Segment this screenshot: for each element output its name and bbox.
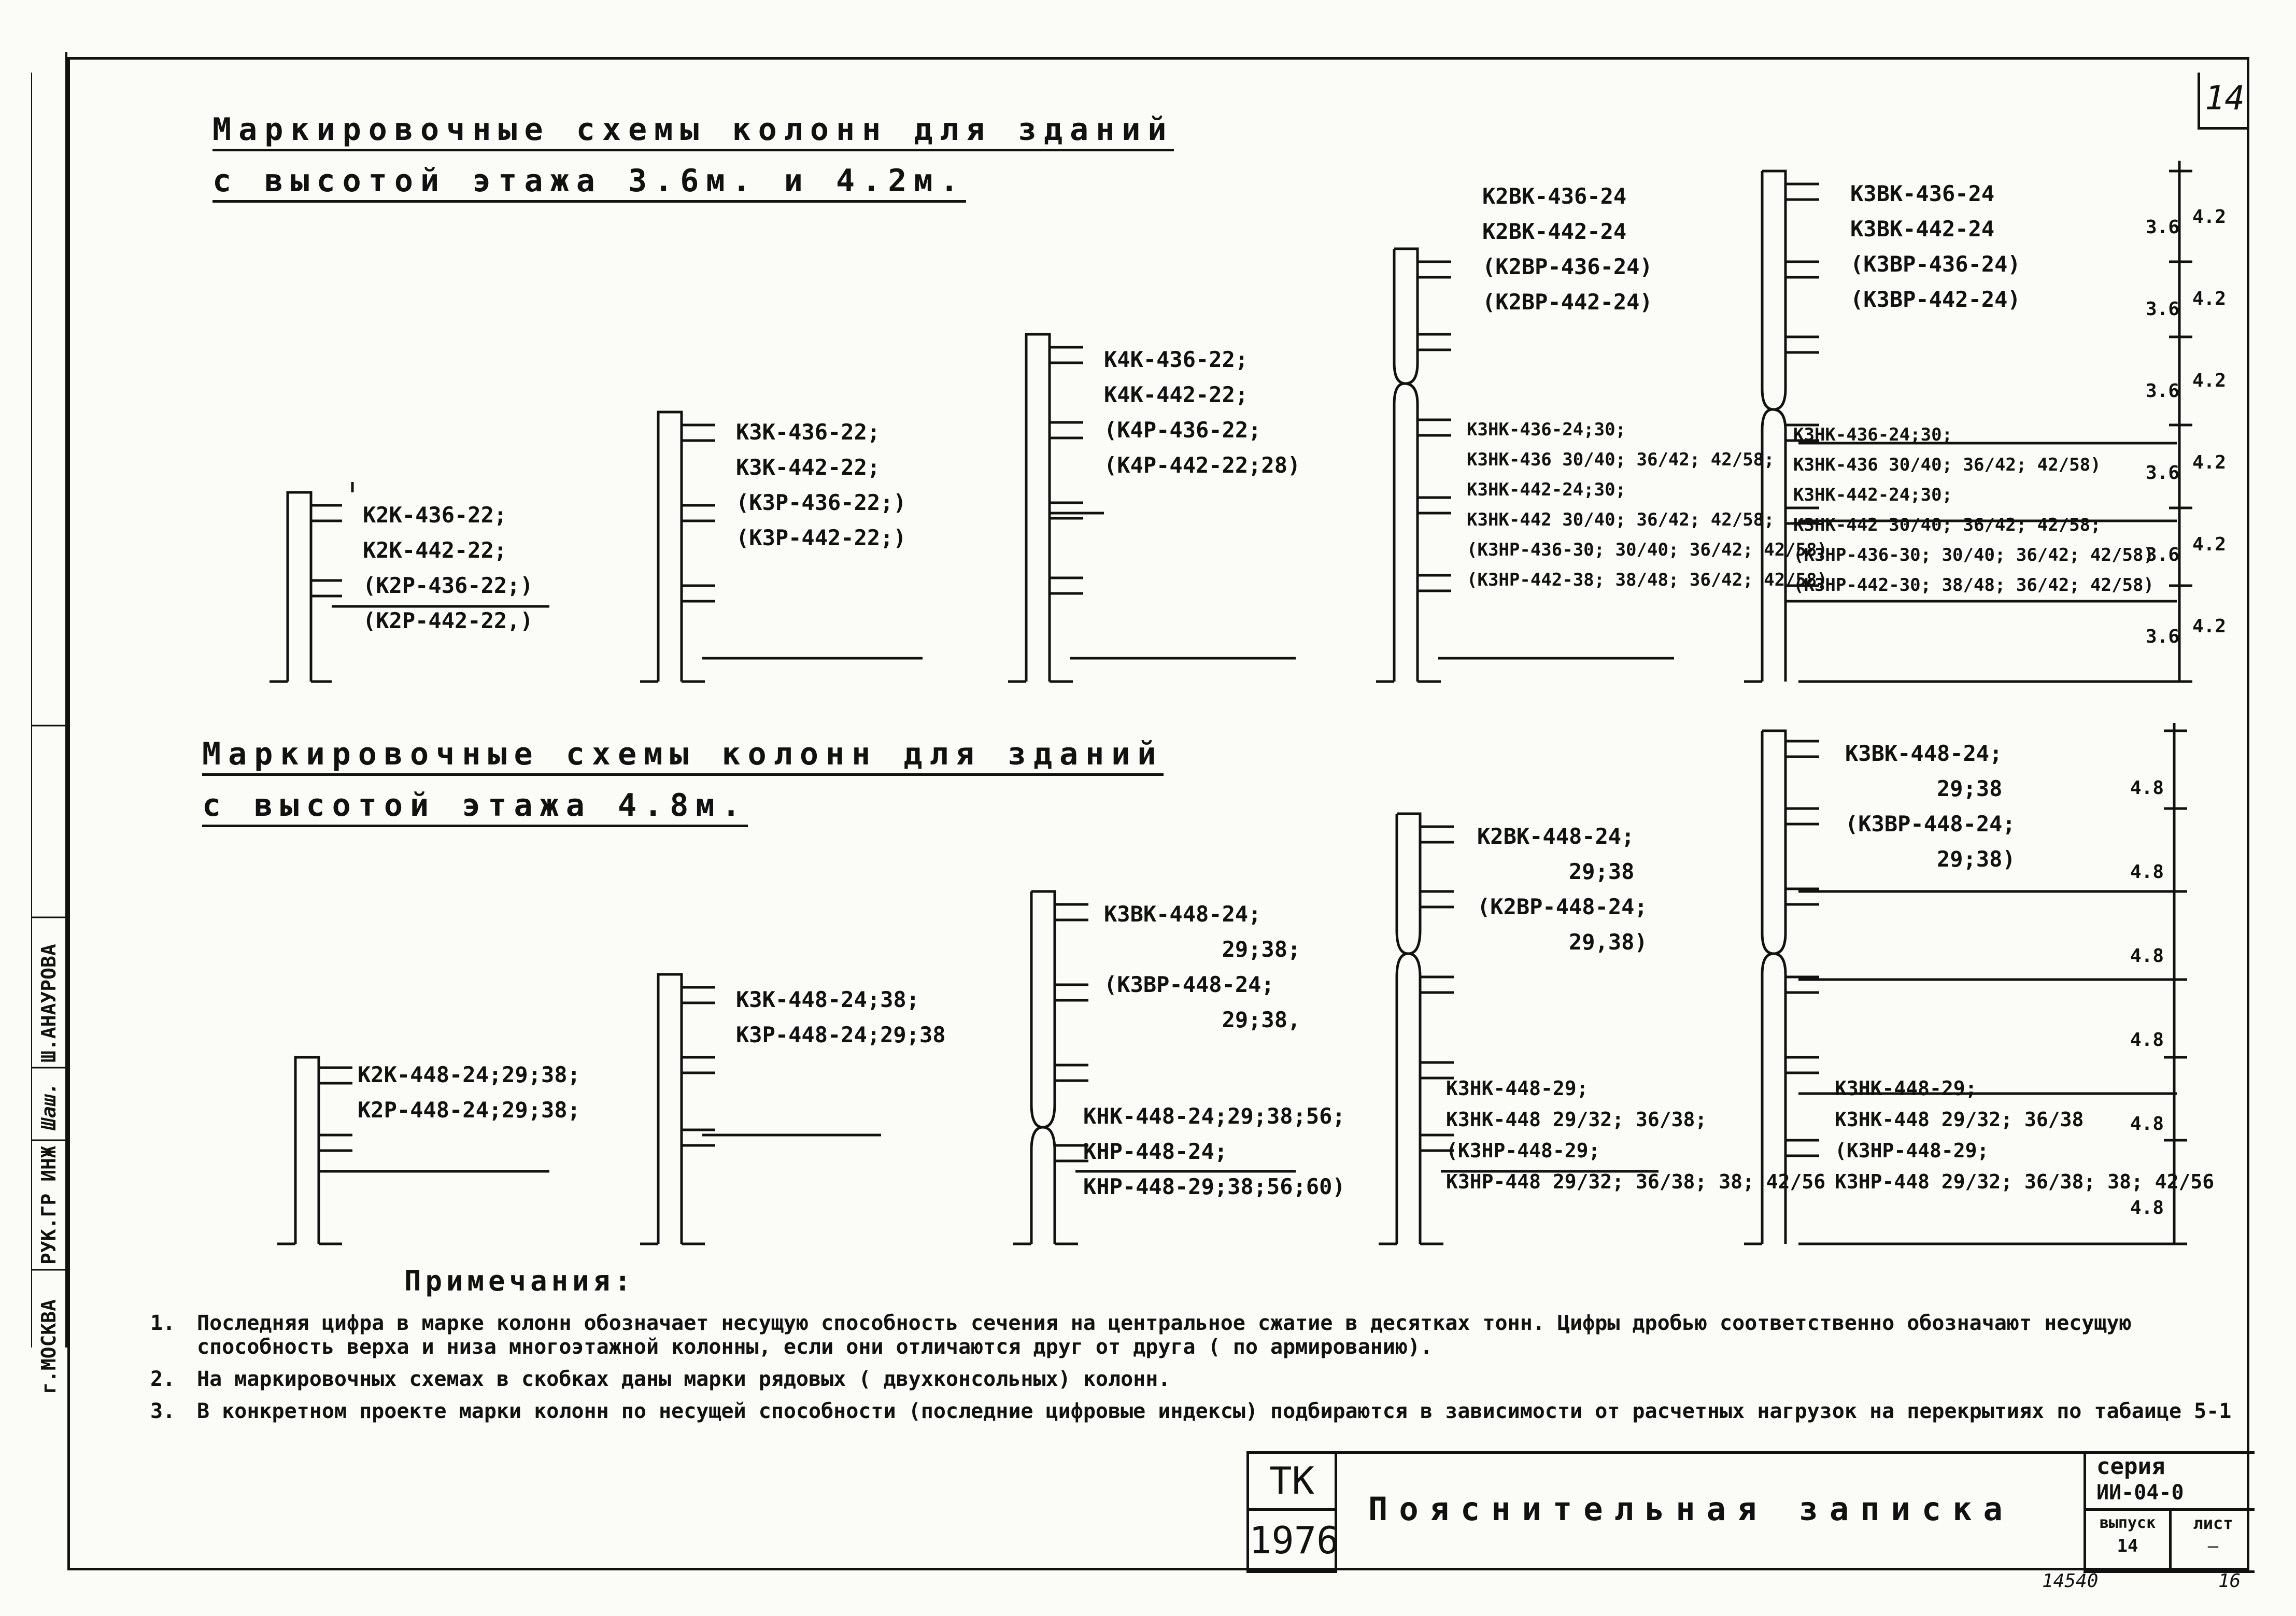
label-bottom-2: К3К-448-24;38; К3Р-448-24;29;38: [736, 987, 946, 1047]
label-top-4b: К3НК-436-24;30; К3НК-436 30/40; 36/42; 42/58; К3НК-442-24;30; К3НК-442 30/40; 36/42; 42/58; (К3НР-436-30; 30/40; 36/42; 42/58) (К3НР-442-38; 38/48; 36/42; 42/58): [1467, 419, 1827, 590]
dim-top-a-1: 3.6: [2146, 217, 2180, 238]
label-bottom-4b: К3НК-448-29; К3НК-448 29/32; 36/38; (К3НР-448-29; К3НР-448 29/32; 36/38; 38; 42/56: [1446, 1077, 1826, 1193]
heading-top-line2: с высотой этажа 3.6м. и 4.2м.: [212, 163, 966, 203]
dim-top-a-5: 3.6: [2146, 544, 2180, 565]
heading-bottom-line1: Маркировочные схемы колонн для зданий: [202, 736, 1164, 776]
notes-title: Примечания:: [404, 1265, 635, 1297]
label-bottom-3b: КНК-448-24;29;38;56; КНР-448-24; КНР-448-29;38;56;60): [1083, 1103, 1345, 1199]
note-2: 2. На маркировочных схемах в скобках даны марки рядовых ( двухконсольных) колонн.: [150, 1367, 1171, 1391]
stamp-year: 1976: [1249, 1519, 1339, 1562]
note-1-text: Последняя цифра в марке колонн обозначает несущую способность сечения на центральное сжатие в десятках тонн. Цифры дробью соответственно обозначают несущую способность верха и низа многоэтажной колонны, если они отличаются друг от друга ( по армированию).: [197, 1311, 2132, 1359]
stamp-issue-box: [2084, 1508, 2172, 1573]
label-top-2: К3К-436-22; К3К-442-22; (К3Р-436-22;) (К3Р-442-22;): [736, 419, 906, 550]
label-top-5a: К3ВК-436-24 К3ВК-442-24 (К3ВР-436-24) (К3ВР-442-24): [1850, 181, 2021, 312]
heading-top-line1: Маркировочные схемы колонн для зданий: [212, 111, 1174, 151]
stamp-series-box: [2084, 1451, 2255, 1511]
dim-top-a-4: 3.6: [2146, 462, 2180, 484]
dim-bottom-6: 4.8: [2130, 1197, 2164, 1218]
dims-top-a: [2146, 187, 2180, 678]
stamp-issue-label: выпуск: [2099, 1514, 2156, 1532]
label-top-5b: К3НК-436-24;30; К3НК-436 30/40; 36/42; 42/58) К3НК-442-24;30; К3НК-442 30/40; 36/42; 42/58; (К3НР-436-30; 30/40; 36/42; 42/58) (К3НР-442-30; 38/48; 36/42; 42/58): [1793, 424, 2154, 596]
dim-bottom-2: 4.8: [2130, 861, 2164, 883]
sidebar-signature: Шаш.: [37, 1082, 60, 1130]
note-3-text: В конкретном проекте марки колонн по несущей способности (последние цифровые индексы) подбираются в зависимости от расчетных нагрузок на перекрытиях по табаице 5-1: [197, 1399, 2232, 1423]
label-bottom-1: К2К-448-24;29;38; К2Р-448-24;29;38;: [358, 1062, 580, 1123]
sidebar-name: Ш.АНАУРОВА: [37, 944, 60, 1062]
dim-top-b-6: 4.2: [2192, 616, 2227, 637]
label-top-1: К2К-436-22; К2К-442-22; (К2Р-436-22;) (К2Р-442-22,): [363, 502, 533, 633]
dim-top-b-1: 4.2: [2192, 206, 2227, 228]
label-top-3: К4К-436-22; К4К-442-22; (К4Р-436-22; (К4Р-442-22;28): [1104, 347, 1301, 478]
page-number: 14: [2204, 79, 2245, 118]
dim-top-b-3: 4.2: [2192, 370, 2227, 391]
dim-bottom-5: 4.8: [2130, 1113, 2164, 1135]
stamp-tk-box: [1246, 1451, 1337, 1511]
dims-bottom: [2130, 746, 2164, 1250]
footer-page: 16: [2218, 1570, 2241, 1592]
dim-bottom-3: 4.8: [2130, 945, 2164, 967]
stamp-sheet-label: лист: [2193, 1513, 2233, 1533]
stamp-series-label: серия: [2096, 1453, 2165, 1480]
footer-inv: 14540: [2042, 1570, 2099, 1592]
dims-top-b: [2192, 176, 2227, 668]
dim-top-a-2: 3.6: [2146, 299, 2180, 320]
stamp-sheet-box: [2169, 1508, 2255, 1573]
note-3: 3. В конкретном проекте марки колонн по несущей способности (последние цифровые индексы) подбираются в зависимости от расчетных нагрузок на перекрытиях по табаице 5-1: [150, 1399, 2232, 1423]
note-1: 1. Последняя цифра в марке колонн обозначает несущую способность сечения на центральное сжатие в десятках тонн. Цифры дробью соответственно обозначают несущую способность верха и низа многоэтажной колонны, если они отличаются друг от друга ( по армированию).: [150, 1311, 2244, 1359]
stamp-sheet: —: [2207, 1536, 2219, 1556]
stamp-issue: 14: [2117, 1536, 2138, 1556]
sidebar-role: РУК.ГР ИНЖ: [37, 1146, 60, 1265]
label-bottom-5b: К3НК-448-29; К3НК-448 29/32; 36/38 (К3НР-448-29; К3НР-448 29/32; 36/38; 38; 42/56: [1835, 1077, 2215, 1193]
dim-bottom-1: 4.8: [2130, 777, 2164, 799]
dim-top-b-5: 4.2: [2192, 534, 2227, 555]
heading-bottom-line2: с высотой этажа 4.8м.: [202, 787, 748, 827]
dim-bottom-4: 4.8: [2130, 1029, 2164, 1051]
title-block: [1246, 1451, 2249, 1570]
label-bottom-4a: К2ВК-448-24; 29;38 (К2ВР-448-24; 29,38): [1477, 824, 1648, 955]
note-2-text: На маркировочных схемах в скобках даны марки рядовых ( двухконсольных) колонн.: [197, 1367, 1171, 1391]
dim-top-a-6: 3.6: [2146, 626, 2180, 647]
sidebar-org: г.МОСКВА: [37, 1299, 60, 1394]
stamp-year-box: [1246, 1508, 1337, 1573]
stamp-title: Пояснительная записка: [1368, 1490, 2014, 1528]
stamp-tk: ТК: [1269, 1459, 1314, 1502]
dim-top-b-4: 4.2: [2192, 452, 2227, 473]
label-bottom-5a: К3ВК-448-24; 29;38 (К3ВР-448-24; 29;38): [1845, 741, 2016, 872]
label-top-4a: К2ВК-436-24 К2ВК-442-24 (К2ВР-436-24) (К2ВР-442-24): [1482, 183, 1653, 315]
dim-top-b-2: 4.2: [2192, 288, 2227, 309]
stamp-series: ИИ-04-0: [2096, 1481, 2184, 1505]
dim-top-a-3: 3.6: [2146, 380, 2180, 402]
label-bottom-3a: К3ВК-448-24; 29;38; (К3ВР-448-24; 29;38,: [1104, 901, 1301, 1032]
notes-list: [150, 1311, 2244, 1431]
